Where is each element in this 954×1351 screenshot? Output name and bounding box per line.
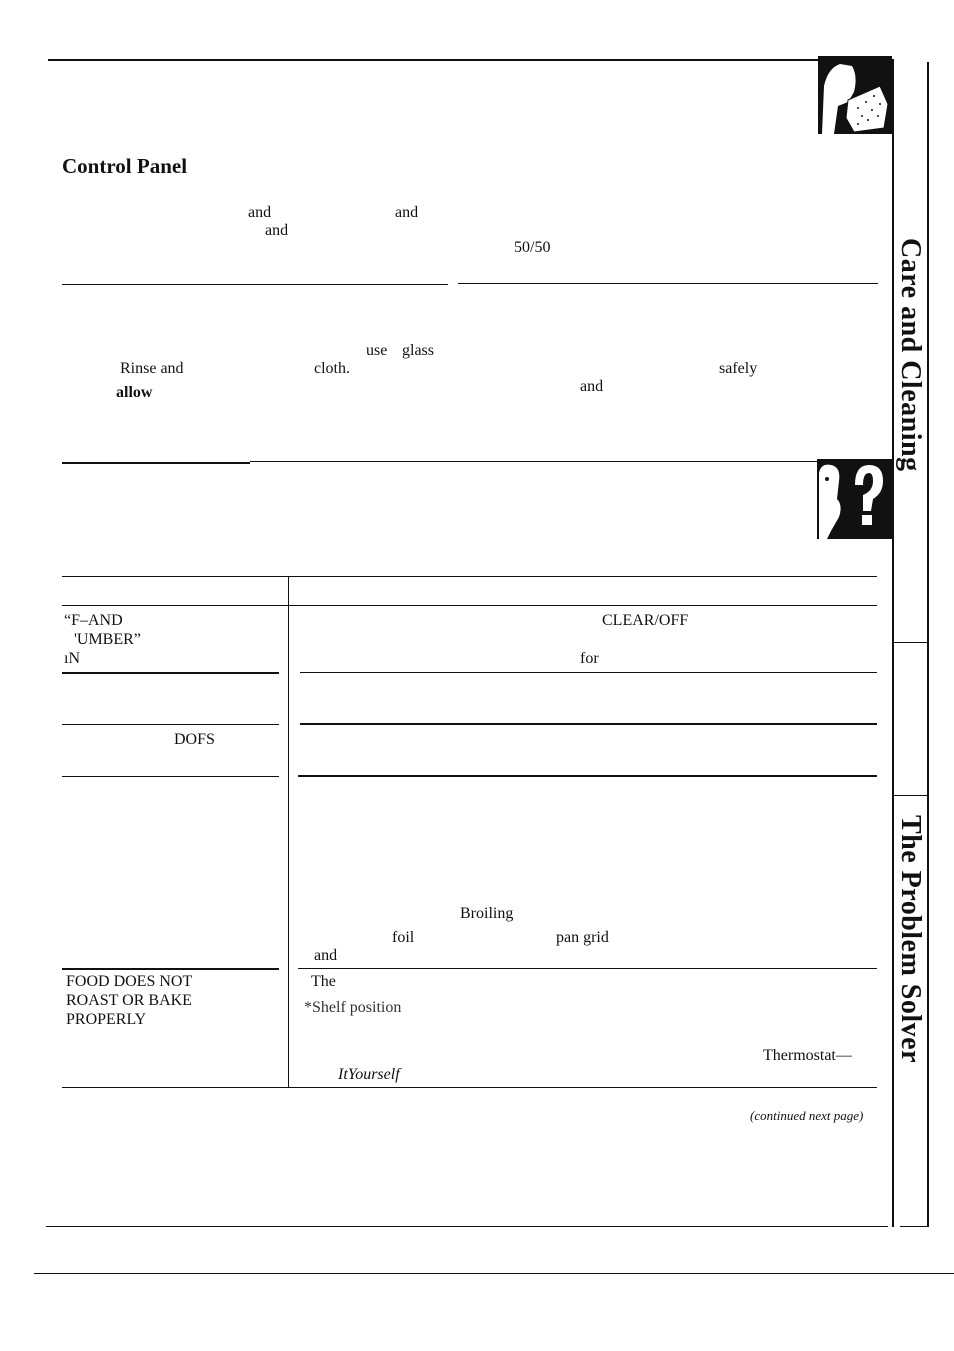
row2-rule-right	[298, 775, 877, 777]
continued-next-page: (continued next page)	[750, 1108, 864, 1123]
word-glass: glass	[402, 342, 434, 359]
row2-problem-line1: DOFS	[174, 731, 215, 748]
control-panel-heading: Control Panel	[62, 154, 188, 178]
problem-question-icon	[817, 459, 893, 539]
row1-solution-clear-off: CLEAR/OFF	[602, 612, 689, 629]
table-bottom-rule	[62, 1087, 877, 1088]
bottom-rule-tab	[900, 1226, 929, 1227]
word-rinse: Rinse and	[120, 360, 184, 377]
row4-problem-line3: PROPERLY	[66, 1011, 147, 1028]
row3-solution-pan-grid: pan grid	[556, 929, 609, 946]
row1b-rule-left	[62, 724, 279, 725]
fragment-and-1: and	[248, 204, 272, 221]
fragment-and-2: and	[395, 204, 419, 221]
table-column-divider	[288, 576, 289, 1088]
tab-divider-1	[894, 642, 927, 643]
row2-rule-left	[62, 776, 279, 777]
word-use: use	[366, 342, 388, 359]
table-header-rule	[62, 605, 877, 606]
row4-problem-line1: FOOD DOES NOT	[66, 973, 193, 990]
page-edge-rule	[34, 1273, 954, 1274]
problem-solver-tab-label[interactable]: The Problem Solver	[895, 815, 926, 1064]
rule-problem-left	[62, 462, 250, 464]
fragment-ratio: 50/50	[514, 239, 551, 256]
row3-solution-and: and	[314, 947, 338, 964]
word-allow: allow	[116, 384, 153, 401]
row1-rule-right	[300, 672, 877, 673]
care-cleaning-tab-label[interactable]: Care and Cleaning	[895, 238, 926, 472]
row3-solution-foil: foil	[392, 929, 415, 946]
tab-rule-right	[927, 62, 929, 1227]
row4-solution-it-yourself: ItYourself	[338, 1066, 400, 1083]
rule-control-right	[458, 283, 878, 284]
row4-solution-shelf-position: *Shelf position	[304, 999, 402, 1016]
tab-divider-2	[894, 795, 927, 796]
row1-solution-for: for	[580, 650, 599, 667]
word-cloth: cloth.	[314, 360, 350, 377]
bottom-rule-main	[46, 1226, 888, 1227]
row3-solution-broiling: Broiling	[460, 905, 514, 922]
row1b-rule-right	[300, 723, 877, 725]
rule-problem-right	[250, 461, 878, 462]
fragment-and-3: and	[265, 222, 289, 239]
cleaning-hand-icon	[818, 56, 892, 134]
row1-rule-left	[62, 672, 279, 674]
row4-solution-the: The	[311, 973, 336, 990]
table-top-rule	[62, 576, 877, 577]
row4-problem-line2: ROAST OR BAKE	[66, 992, 192, 1009]
top-rule	[48, 59, 888, 61]
row1-problem-line1: “F–AND	[64, 612, 123, 629]
row1-problem-line3: ıN	[64, 650, 80, 667]
word-safely: safely	[719, 360, 758, 377]
row1-problem-line2: 'UMBER”	[74, 631, 141, 648]
row3-rule-right	[298, 968, 877, 969]
word-and: and	[580, 378, 604, 395]
rule-control-left	[62, 284, 448, 285]
row4-solution-thermostat: Thermostat—	[763, 1047, 852, 1064]
row3-rule-left	[62, 968, 279, 970]
